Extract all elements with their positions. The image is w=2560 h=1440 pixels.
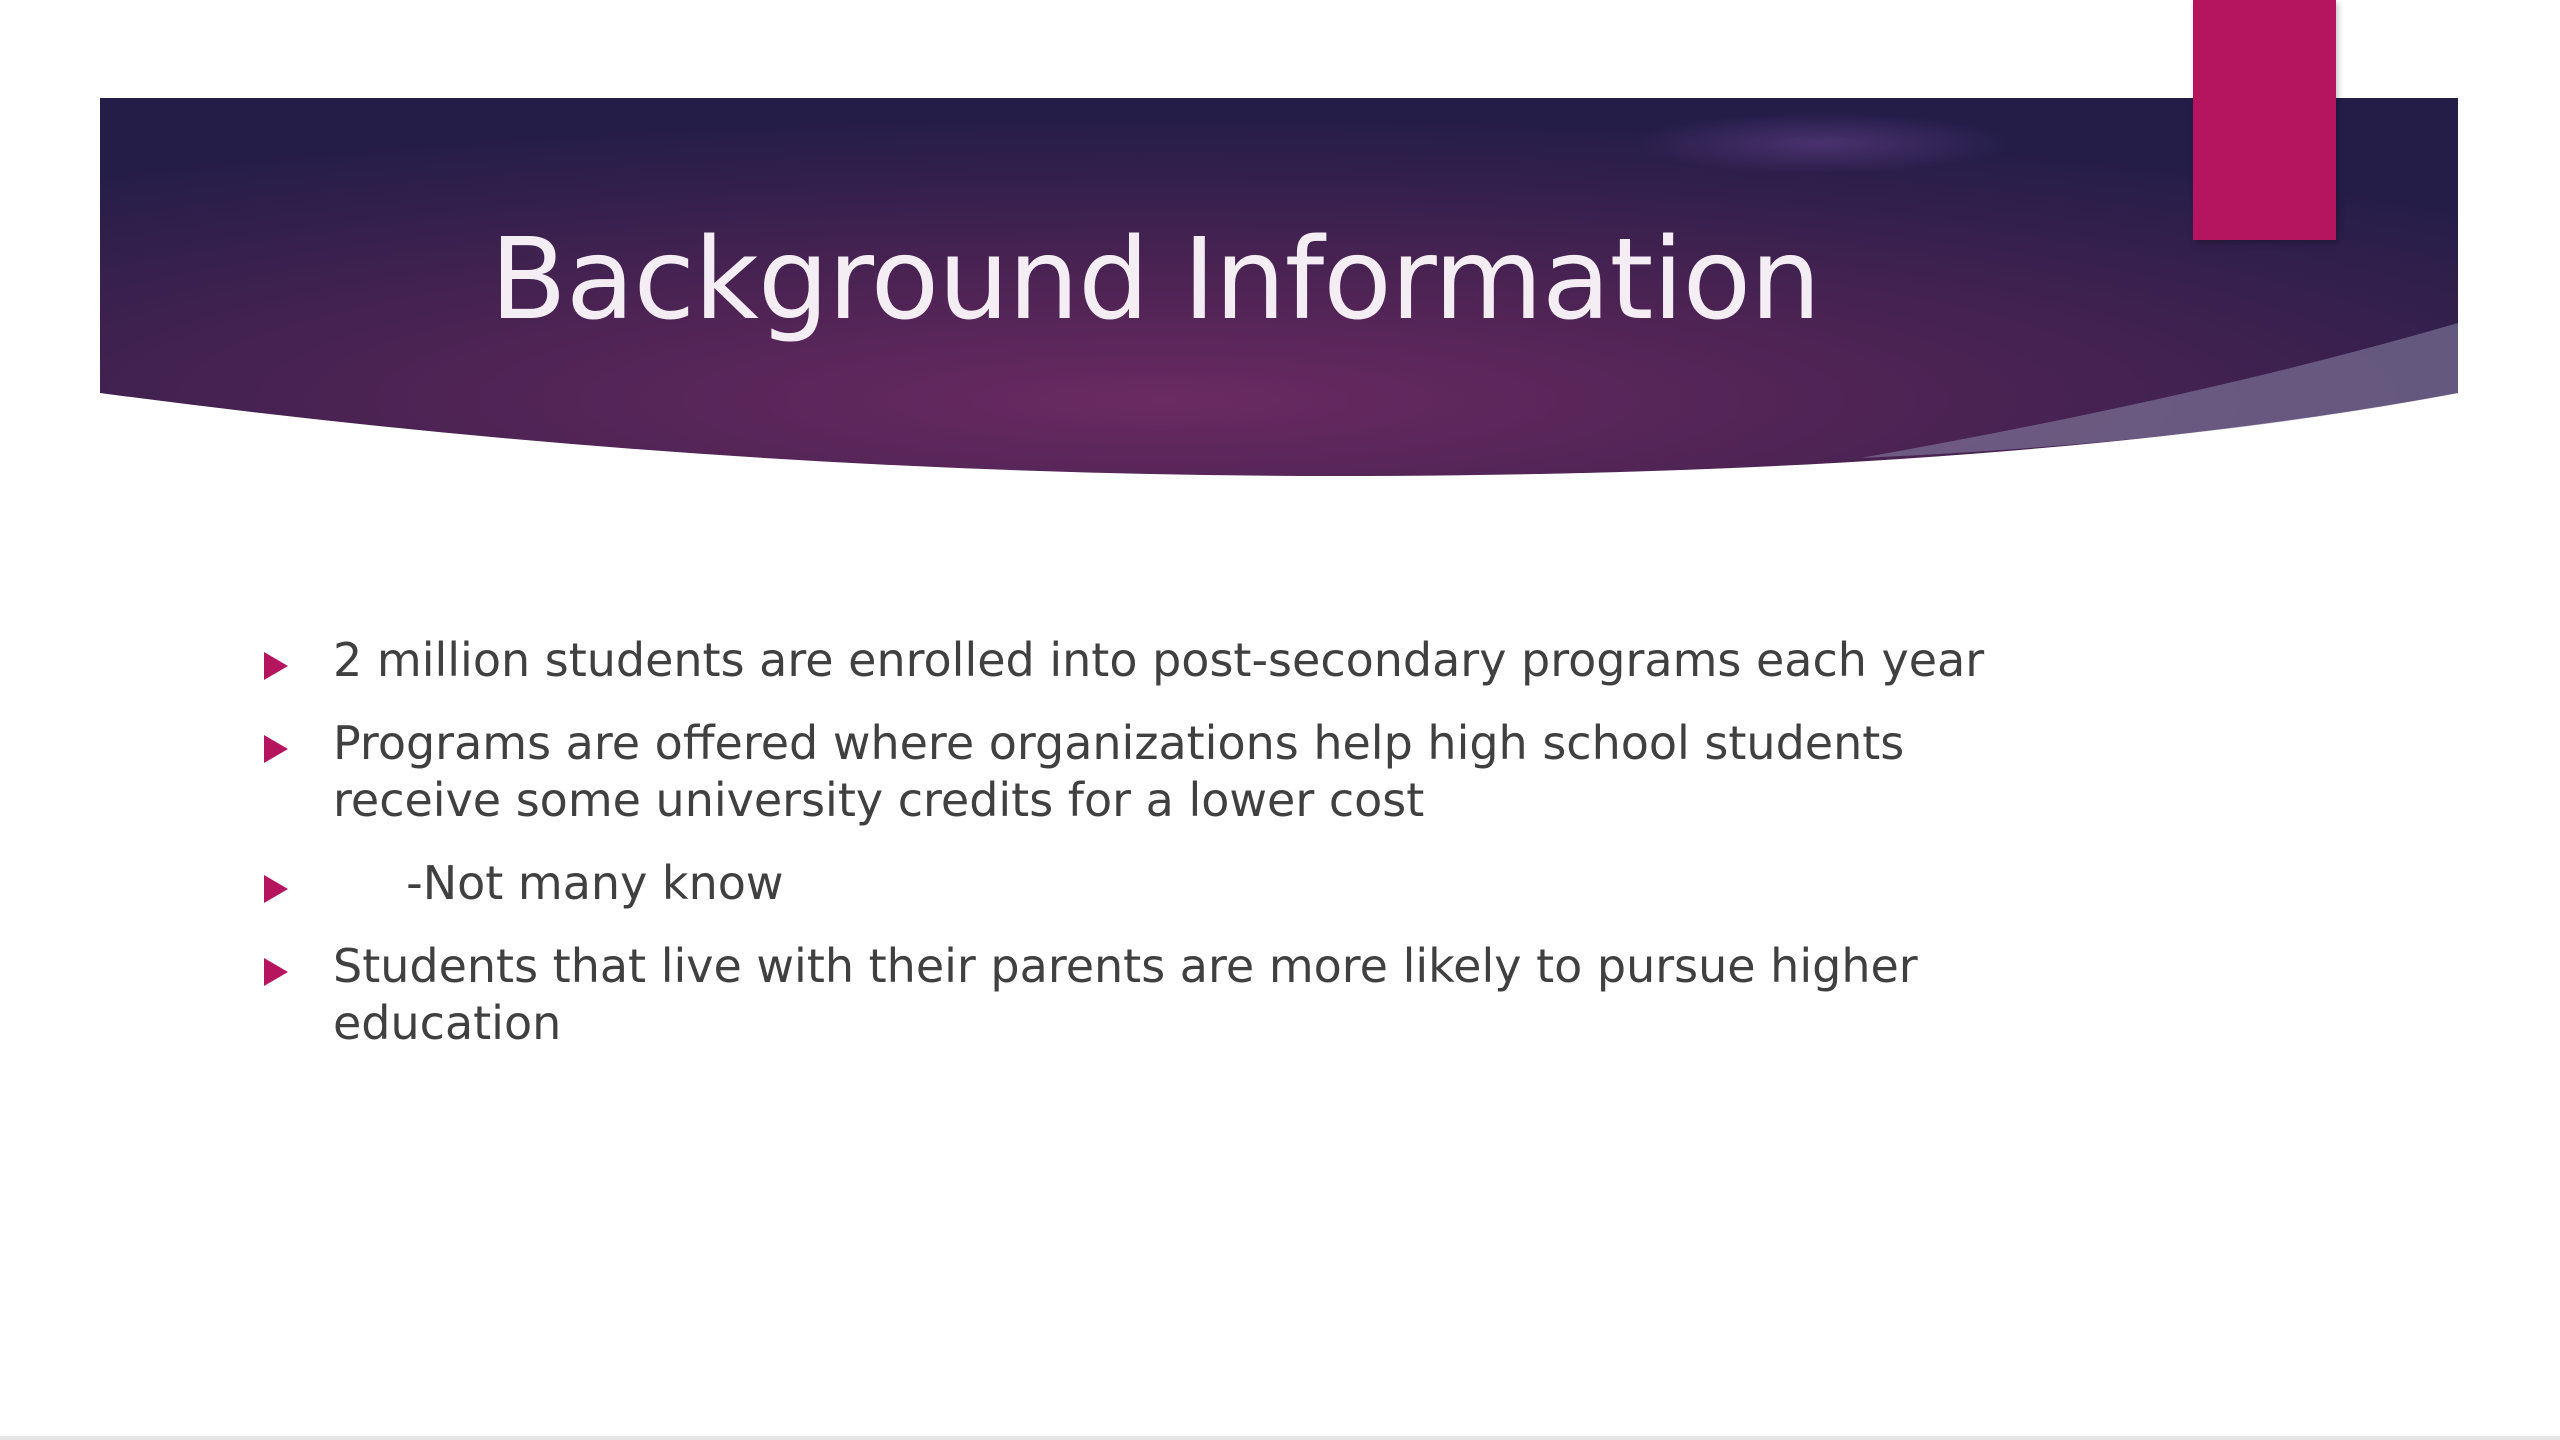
bullet-item <box>260 855 2060 912</box>
right-triangle-icon <box>264 735 288 763</box>
right-triangle-icon <box>264 652 288 680</box>
bullet-text: -Not many know <box>333 856 784 910</box>
accent-tab <box>2193 0 2336 240</box>
bullet-item <box>260 938 2060 1052</box>
bullet-item <box>260 632 2060 689</box>
bullet-text: 2 million students are enrolled into post-secondary programs each year <box>333 633 1985 687</box>
bullet-text: Students that live with their parents are more likely to pursue higher education <box>333 939 1933 1050</box>
slide-bottom-border <box>0 1436 2560 1440</box>
slide-title: Background Information <box>490 215 1821 345</box>
right-triangle-icon <box>264 958 288 986</box>
bullet-list <box>260 632 2060 1078</box>
bullet-item <box>260 715 2060 829</box>
right-triangle-icon <box>264 875 288 903</box>
bullet-text: Programs are offered where organizations help high school students receive some university credits for a lower cost <box>333 716 1919 827</box>
